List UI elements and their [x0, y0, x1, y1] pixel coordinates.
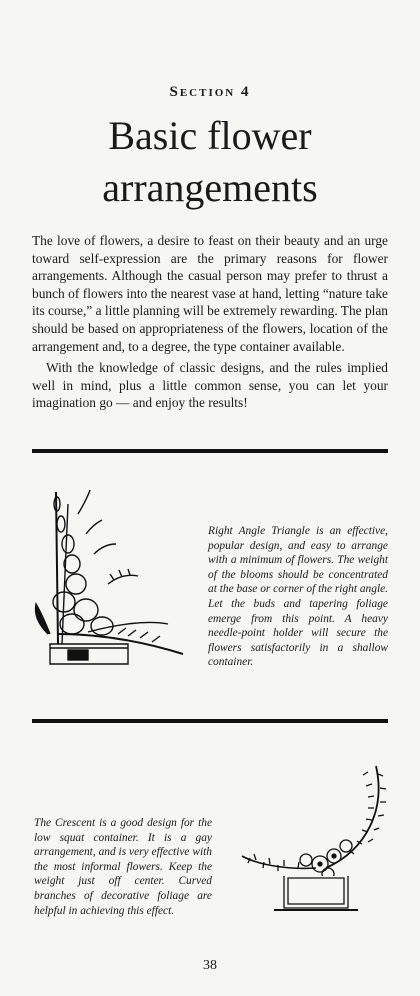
- section-divider-bottom: [32, 719, 388, 723]
- title-line-1: Basic flower: [108, 113, 312, 158]
- crescent-arrangement-illustration: [236, 760, 396, 920]
- page-number: 38: [203, 958, 217, 973]
- right-angle-triangle-arrangement-illustration: [28, 484, 188, 680]
- intro-text: [32, 232, 388, 416]
- intro-paragraph-2: With the knowledge of classic designs, and the rules implied well in mind, plus a little common sense, you can let your imagination go — and enjoy the results!: [32, 360, 388, 411]
- intro-paragraph-1: The love of flowers, a desire to feast on their beauty and an urge toward self-expression are the primary reasons for flower arrangements. Although the casual person may prefer to thrust a bunch of flowers into the nearest vase at hand, letting “nature take its course,” a little planning will be extremely rewarding. The plan should be based on appropriateness of the flowers, location of the arrangement and, to a degree, the type container available.: [32, 233, 388, 354]
- page-title: [0, 110, 420, 214]
- right-angle-caption: Right Angle Triangle is an effective, popular design, and easy to arrange with a minimum of flowers. The weight of the blooms should be concentrated at the base or corner of the right angle. Let the buds and tapering foliage emerge from this point. A heavy needle-point holder will secure the flowers satisfactorily in a shallow container.: [208, 525, 389, 669]
- section-label: Section 4: [169, 84, 251, 100]
- section-divider-top: [32, 449, 388, 453]
- title-line-2: arrangements: [102, 165, 318, 210]
- crescent-caption: The Crescent is a good design for the low squat container. It is a gay arrangement, and is very effective with the most informal flowers. Keep the weight just off center. Curved branches of decorative foliage are helpful in achieving this effect.: [34, 817, 212, 917]
